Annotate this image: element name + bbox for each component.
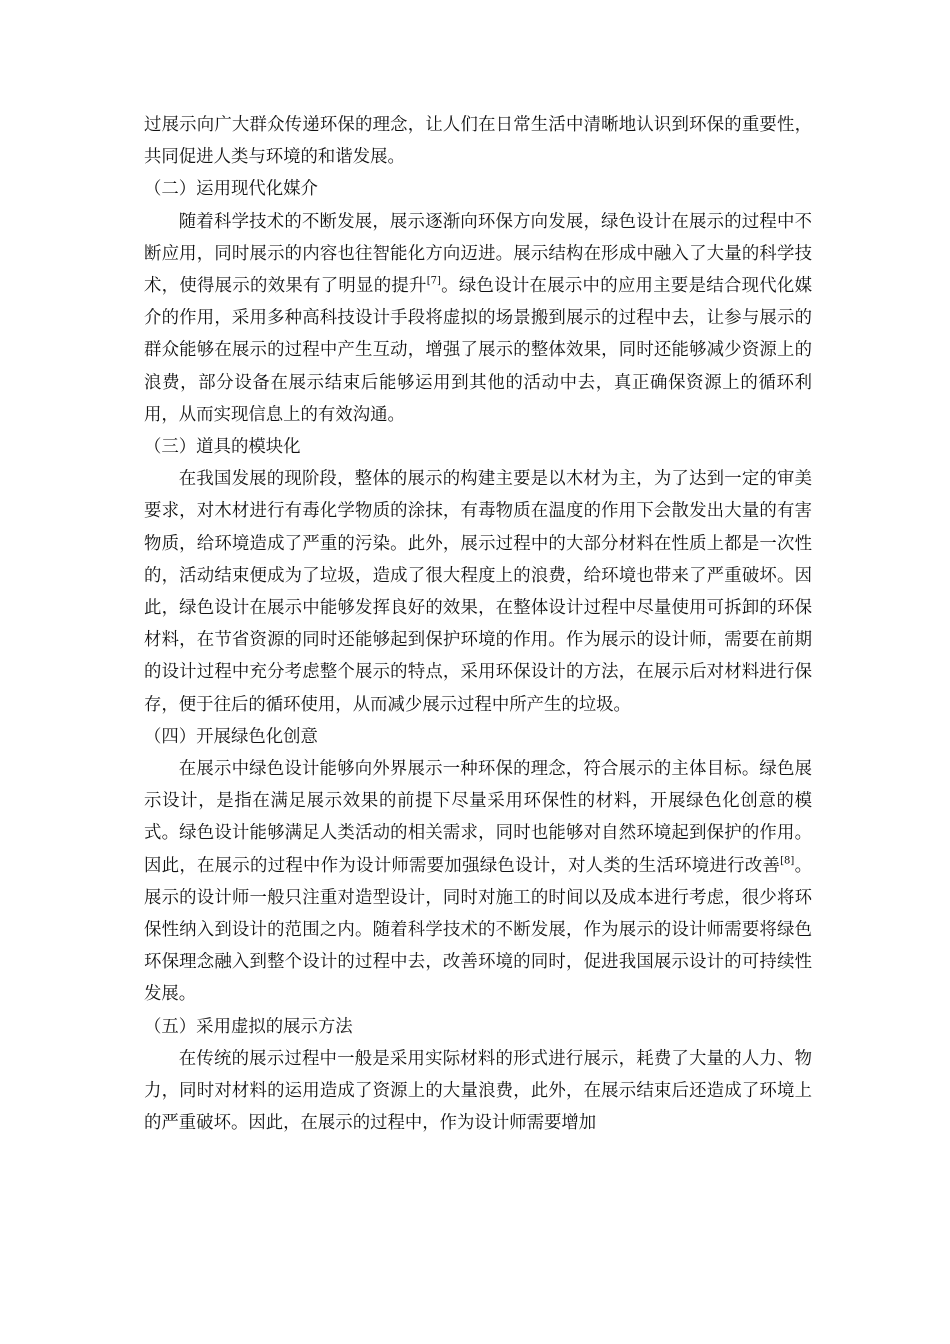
- paragraph-text: 。绿色设计在展示中的应用主要是结合现代化媒介的作用，采用多种高科技设计手段将虚拟的场景搬到展示的过程中去，让参与展示的群众能够在展示的过程中产生互动，增强了展示的整体效果，同时还能够减少资源上的浪费，部分设备在展示结束后能够运用到其他的活动中去，真正确保资源上的循环利用，从而实现信息上的有效沟通。: [144, 276, 812, 425]
- section-heading-5: （五）采用虚拟的展示方法: [144, 1016, 353, 1037]
- citation-ref-8: [8]: [780, 855, 795, 867]
- paragraph-text: 。展示的设计师一般只注重对造型设计，同时对施工的时间以及成本进行考虑，很少将环保性纳入到设计的范围之内。随着科学技术的不断发展，作为展示的设计师需要将绿色环保理念融入到整个设计的过程中去，改善环境的同时，促进我国展示设计的可持续性发展。: [144, 855, 812, 1005]
- document-page: [144, 109, 812, 1140]
- paragraph-continuation: 过展示向广大群众传递环保的理念，让人们在日常生活中清晰地认识到环保的重要性，共同促进人类与环境的和谐发展。: [144, 115, 812, 168]
- paragraph-text: 在展示中绿色设计能够向外界展示一种环保的理念，符合展示的主体目标。绿色展示设计，是指在满足展示效果的前提下尽量采用环保性的材料，开展绿色化创意的模式。绿色设计能够满足人类活动的相关需求，同时也能够对自然环境起到保护的作用。因此，在展示的过程中作为设计师需要加强绿色设计，对人类的生活环境进行改善: [144, 759, 812, 876]
- paragraph-modular-props: 在我国发展的现阶段，整体的展示的构建主要是以木材为主，为了达到一定的审美要求，对木材进行有毒化学物质的涂抹，有毒物质在温度的作用下会散发出大量的有害物质，给环境造成了严重的污染。此外，展示过程中的大部分材料在性质上都是一次性的，活动结束便成为了垃圾，造成了很大程度上的浪费，给环境也带来了严重破坏。因此，绿色设计在展示中能够发挥良好的效果，在整体设计过程中尽量使用可拆卸的环保材料，在节省资源的同时还能够起到保护环境的作用。作为展示的设计师，需要在前期的设计过程中充分考虑整个展示的特点，采用环保设计的方法，在展示后对材料进行保存，便于往后的循环使用，从而减少展示过程中所产生的垃圾。: [144, 469, 812, 715]
- paragraph-modern-media: [144, 206, 812, 431]
- section-heading-3: （三）道具的模块化: [144, 437, 301, 458]
- citation-ref-7: [7]: [426, 275, 441, 287]
- paragraph-text: 随着科学技术的不断发展，展示逐渐向环保方向发展，绿色设计在展示的过程中不断应用，同时展示的内容也往智能化方向迈进。展示结构在形成中融入了大量的科学技术，使得展示的效果有了明显的提升: [144, 211, 812, 297]
- section-heading-4: （四）开展绿色化创意: [144, 726, 318, 747]
- paragraph-virtual-display: 在传统的展示过程中一般是采用实际材料的形式进行展示，耗费了大量的人力、物力，同时对材料的运用造成了资源上的大量浪费，此外，在展示结束后还造成了环境上的严重破坏。因此，在展示的过程中，作为设计师需要增加: [144, 1048, 812, 1134]
- section-heading-2: （二）运用现代化媒介: [144, 179, 318, 200]
- paragraph-green-creativity: [144, 753, 812, 1011]
